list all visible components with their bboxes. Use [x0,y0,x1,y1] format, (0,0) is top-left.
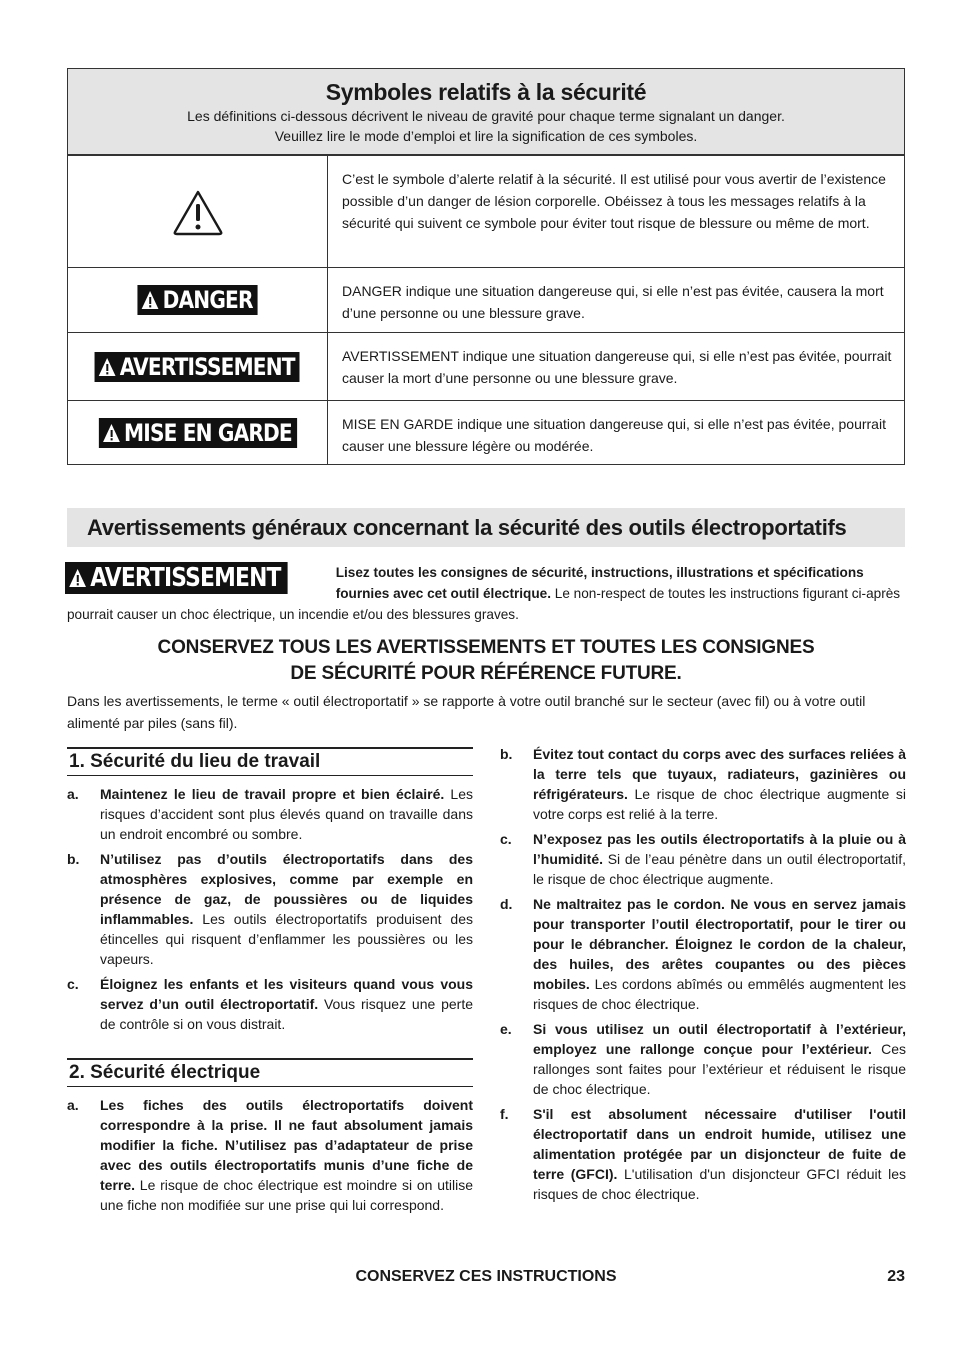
symbol-cell [68,156,328,267]
page-number: 23 [887,1268,905,1285]
item-bold-text: S'il est absolument nécessaire d'utiliser l'outil électroportatif dans un endroit humide, utilisez une alimentation protégée par un disjoncteur de fuite de terre (GFCI). [533,1106,906,1182]
avertissement-label: AVERTISSEMENT [120,352,296,381]
item-label: f. [500,1106,509,1122]
mise-en-garde-label: MISE EN GARDE [123,418,292,447]
safety-symbols-title: Symboles relatifs à la sécurité [325,79,647,105]
list-item [67,784,473,844]
safety-symbols-header [68,69,904,155]
item-text: Vous risquez une perte de contrôle si on vous distrait. [100,996,473,1032]
item-label: a. [67,786,79,802]
item-text: Le risque de choc électrique augmente si votre corps est relié à la terre. [533,786,906,822]
section-2-title: 2. Sécurité électrique [67,1058,473,1087]
item-text: L'utilisation d'un disjoncteur GFCI réduit les risques de choc électrique. [533,1166,906,1202]
symbol-row-danger [68,267,904,332]
list-item [67,849,473,969]
item-label: b. [500,746,513,762]
warning-triangle-icon [68,568,86,588]
item-label: e. [500,1021,512,1037]
danger-badge [137,285,257,315]
avertissement-badge [95,352,300,382]
symbol-description: MISE EN GARDE indique une situation dangereuse qui, si elle n’est pas évitée, pourrait causer une blessure légère ou modérée. [342,416,886,454]
symbol-cell [68,401,328,464]
item-bold-text: Les fiches des outils électroportatifs doivent correspondre à la prise. Il ne faut absolument jamais modifier la fiche. N’utilisez pas d’adaptateur de prise avec des outils électroportatifs munis d’une fiche de terre. [100,1097,473,1193]
warning-triangle-icon [102,423,120,443]
item-label: c. [500,831,512,847]
item-text: Les outils électroportatifs produisent des étincelles qui risquent d’enflammer les poussières ou les vapeurs. [100,911,473,967]
item-label: d. [500,896,513,912]
safety-symbols-table [67,68,905,465]
item-text: Le risque de choc électrique est moindre si on utilise une fiche non modifiée sur une prise qui lui correspond. [100,1177,473,1213]
warning-body-text: Le non-respect de toutes les instructions figurant ci-après pourrait causer un choc électrique, un incendie et/ou des blessures graves. [67,586,901,622]
section-1-title: 1. Sécurité du lieu de travail [67,747,473,776]
footer-text: CONSERVEZ CES INSTRUCTIONS [355,1268,617,1285]
safety-alert-triangle-icon [172,188,224,236]
safety-symbols-intro-2: Veuillez lire le mode d’emploi et lire la signification de ces symboles. [274,128,698,144]
symbol-description: DANGER indique une situation dangereuse qui, si elle n’est pas évitée, causera la mort d’une personne ou une blessure grave. [342,283,884,321]
item-bold-text: Éloignez les enfants et les visiteurs quand vous vous servez d’un outil électroportatif. [100,976,473,1012]
symbol-row-alert [68,155,904,267]
item-label: a. [67,1097,79,1113]
safety-symbols-intro-1: Les définitions ci-dessous décrivent le niveau de gravité pour chaque terme signalant un danger. [187,108,785,124]
list-item [500,1104,906,1204]
item-bold-text: N’utilisez pas d’outils électroportatifs dans des atmosphères explosives, comme par exemple en présence de gaz, de poussières ou de liquides inflammables. [100,851,473,927]
item-bold-text: N’exposez pas les outils électroportatifs à la pluie ou à l’humidité. [533,831,906,867]
list-item [67,1095,473,1215]
item-bold-text: Ne maltraitez pas le cordon. Ne vous en servez jamais pour transporter l’outil électroportatif, pour le tirer ou pour le débrancher. Éloignez le cordon de la chaleur, des huiles, des arêtes coupantes ou des pièces mobiles. [533,896,906,992]
mise-en-garde-badge [98,418,296,448]
danger-label: DANGER [162,286,253,314]
right-column [500,744,906,1209]
item-label: b. [67,851,80,867]
general-warnings-title: Avertissements généraux concernant la sécurité des outils électroportatifs [67,508,905,547]
conserve-line-1: CONSERVEZ TOUS LES AVERTISSEMENTS ET TOUTES LES CONSIGNES [157,637,815,658]
avertissement-badge [65,562,287,594]
symbol-row-mise-en-garde [68,400,904,464]
item-bold-text: Maintenez le lieu de travail propre et bien éclairé. [100,786,445,802]
list-item [500,1019,906,1099]
item-text: Les cordons abîmés ou emmêlés augmentent les risques de choc électrique. [533,976,906,1012]
symbol-row-avertissement [68,332,904,400]
definition-paragraph: Dans les avertissements, le terme « outil électroportatif » se rapporte à votre outil branché sur le secteur (avec fil) ou à votre outil alimenté par piles (sans fil). [67,693,866,731]
symbol-cell [68,268,328,332]
warning-triangle-icon [141,290,159,310]
item-text: Si de l’eau pénètre dans un outil électroportatif, le risque de choc électrique augmente. [533,851,906,887]
list-item [67,974,473,1034]
list-item [500,829,906,889]
warning-lead-text: Lisez toutes les consignes de sécurité, instructions, illustrations et spécifications fournies avec cet outil électrique. [335,565,864,601]
item-text: Les risques d’accident sont plus élevés quand on travaille dans un endroit encombré ou sombre. [100,786,473,842]
warning-triangle-icon [98,357,116,377]
avertissement-label: AVERTISSEMENT [90,563,281,593]
item-label: c. [67,976,79,992]
list-item [500,894,906,1014]
general-warning-paragraph [67,562,907,625]
list-item [500,744,906,824]
symbol-description: AVERTISSEMENT indique une situation dangereuse qui, si elle n’est pas évitée, pourrait causer la mort d’une personne ou une blessure grave. [342,348,892,386]
symbol-cell [68,333,328,400]
symbol-description: C’est le symbole d’alerte relatif à la sécurité. Il est utilisé pour vous avertir de l’existence possible d’un danger de lésion corporelle. Obéissez à tous les messages relatifs à la sécurité qui suivent ce symbole pour éviter tout risque de blessure ou même de mort. [342,171,886,231]
left-column [67,747,473,1220]
item-bold-text: Si vous utilisez un outil électroportatif à l’extérieur, employez une rallonge conçue pour l’extérieur. [533,1021,906,1057]
conserve-heading [67,635,905,687]
item-text: Ces rallonges sont faites pour l’extérieur et réduisent le risque de choc électrique. [533,1041,906,1097]
conserve-line-2: DE SÉCURITÉ POUR RÉFÉRENCE FUTURE. [290,663,682,684]
item-bold-text: Évitez tout contact du corps avec des surfaces reliées à la terre tels que tuyaux, radiateurs, gazinières ou réfrigérateurs. [533,746,906,802]
